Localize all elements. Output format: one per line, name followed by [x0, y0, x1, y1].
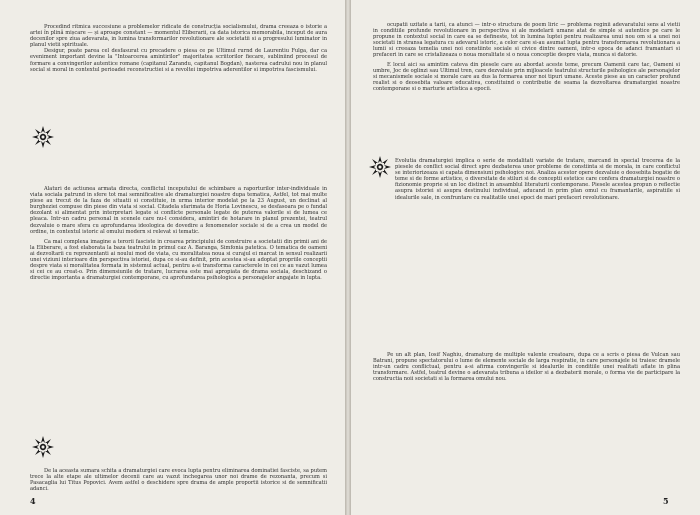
text-block-1 [373, 22, 680, 92]
text-block-2 [30, 186, 327, 281]
paragraph: Desigur, poate parea cel desfasurat cu precadere o piesa ce pe Ultimul rurnd de Laurentiu Fulga, dar ca eveniment important devine la "Intoarcerea amintirilor" majoritatea scriitorilor fiecare, subliniind procesul de formare a convingerilor autentice romane (capitanul Zarandu, capitanul Bogdan), nasterea cadrului nou in planul social si moral in contextul perioadei reconstructiei si a revoltei impotriva aderentilor si impotriva fascismului. [30, 48, 327, 73]
page-number: 5 [663, 496, 669, 506]
star-ornament-icon [32, 126, 54, 148]
text-block-2 [395, 158, 680, 201]
paragraph: E locul aici sa amintim cateva din piesele care au abordat aceste teme, precum Oamenii care tac, Oameni si umbre, Joc de oglinzi sau Ultimul tren, care dezvaluie prin mijloacele teatrului structurile psihologice ale personajelor si mecanismele sociale si morale care au dus la formarea unor noi tipuri umane. Aceste piese au un caracter profund realist si o deosebita valoare educativa, constituind o contributie de seama la dezvoltarea dramaturgiei noastre contemporane si o marturie artistica a epocii. [373, 61, 680, 92]
paragraph: De la aceasta sumara schita a dramaturgiei care evoca lupta pentru eliminarea dominatiei fasciste, sa putem trece la alte etape ale ultimelor decenii care au vazut inchegarea unor noi drame de rezonanta, precum si Pasacaglia lui Titus Popovici. Avem astfel o deschidere spre drama de ample proportii istorice si de semnificatii adanci. [30, 468, 327, 493]
left-page [0, 0, 345, 515]
right-page [351, 0, 700, 515]
paragraph: Ca mai complexa imagine a terorii fasciste in crearea principiului de construire a societatii din primii ani de la Eliberare, a fost elaborata la baza teatrului in primul caz A. Baranga, Simfonia patetica. O tematica de oameni ai dezvoltarii cu reprezentanti ai noului mod de viata, cu moralitatea noua si curajul ei marcat in sensul realizarii unei viziuni interioare din perspectiva istoriei, dupa ce si-au definit, prin acestea si-au adoptat propriile conceptii despre viata si moralitatea formata in sistemul actual, pentru a-si transforma caracterele in cei ce au vazut lumea si cei ce au creat-o. Prin dimensiunile de tratare, lucrarea este mai apropiata de drama sociala, deschizand o directie importanta a dramaturgiei contemporane, cu aprofundarea psihologica a personajelor angajate in lupta. [30, 238, 327, 282]
star-ornament-icon [369, 156, 391, 178]
text-block-1 [30, 24, 327, 73]
star-ornament-icon [32, 436, 54, 458]
paragraph: ocupatii uzitate a tarii, ca atunci — intr-o structura de poem liric — problema reginii adevaratului sens al vietii in conditiile profunde revolutionare in perspectiva si ale modelarii umane atat de simple si autentice pe care le propune in contextul social in care ea se defineste, tot in lumina luptei pentru realizarea unui nou om si a unei noi societati in stransa legatura cu adevarul istoric, a celor care si-au asumat lupta pentru transformarea revolutionara a lumii si creeaza temelia unei noi constiinte sociale si civice dintre oameni, intr-o epoca de adanci framantari si prefaceri in care se cristalizeaza o noua moralitate si o noua conceptie despre viata, munca si datorie. [373, 22, 680, 59]
paragraph: Evolutia dramaturgiei implica o serie de modalitati variate de tratare, marcand in special trecerea de la piesele de conflict social direct spre dezbaterea unor probleme de constiinta si de morala, in care conflictul se interiorizeaza si capata dimensiuni psihologice noi. Analiza acestor opere dezvaluie o deosebita bogatie de teme si de forme artistice, o diversitate de stiluri si de conceptii estetice care confera dramaturgiei noastre o fizionomie proprie si un loc distinct in ansamblul literaturii contemporane. Piesele acestea propun o reflectie asupra istoriei si asupra destinului individual, aducand in prim plan omul cu framantarile, aspiratiile si idealurile sale, in confruntare cu realitatile unei epoci de mari prefaceri revolutionare. [395, 158, 680, 201]
page-number: 4 [30, 496, 36, 506]
text-block-3 [373, 352, 680, 382]
text-block-3 [30, 468, 327, 492]
paragraph: Pe un alt plan, Iosif Naghiu, dramaturg de multiple valente creatoare, dupa ce a scris o piesa de Vulcan sau Batrani, propune spectatorului o lume de elemente sociale de larga respiratie, in care personajele isi traiesc dramele intr-un cadru conflictual, pentru a-si afirma convingerile si idealurile in conditiile unei realitati aflate in plina transformare. Astfel, teatrul devine o adevarata tribuna a ideilor si a dezbaterii morale, o forma vie de participare la constructia noii societati si la formarea omului nou. [373, 352, 680, 383]
paragraph: Procedind ritmica succesiune a problemelor ridicate de construcția socialismului, drama creeaza o istorie a artei în plină mișcare — și aproape constant — momentul Eliberarii, ca data istorica memorabila, inceput de aura decenilor spre ziua adevarata, in lumina transformarilor revolutionare ale societatii si a progresului luminator in planul vietii spirituale. [30, 24, 327, 49]
paragraph: Alaturi de actiunea armata directa, conflictul inceputului de schimbare a raporturilor inter-individuale in viata sociala patrund in sfere tot mai semnificative ale dramaturgiei noastre dupa tematica, Astfel, tot mai multe piese au trecut de la faza de situatii si constituie, in urma interior modelat pe la 23 August, un declinat al burgheziei compuse din piese din viata si social. Citadela sfarimata de Horia Lovinescu, se desfasoara pe o fundal dezolant si alimentat prin interpretari legate si conflicte personale legate de puterea valorile si de lumea ce pleaca. Intr-un cadru personal in scenele care nu-l considera, amintiri de hotarare in planul prezentei, teatrul dezvaluie o mare sfera cu aprofundarea ideologica de dovedire a fenomenelor sociale si de a crea un model de ordine, in contextul istoric al omului modern si relevat si tematic. [30, 186, 327, 235]
